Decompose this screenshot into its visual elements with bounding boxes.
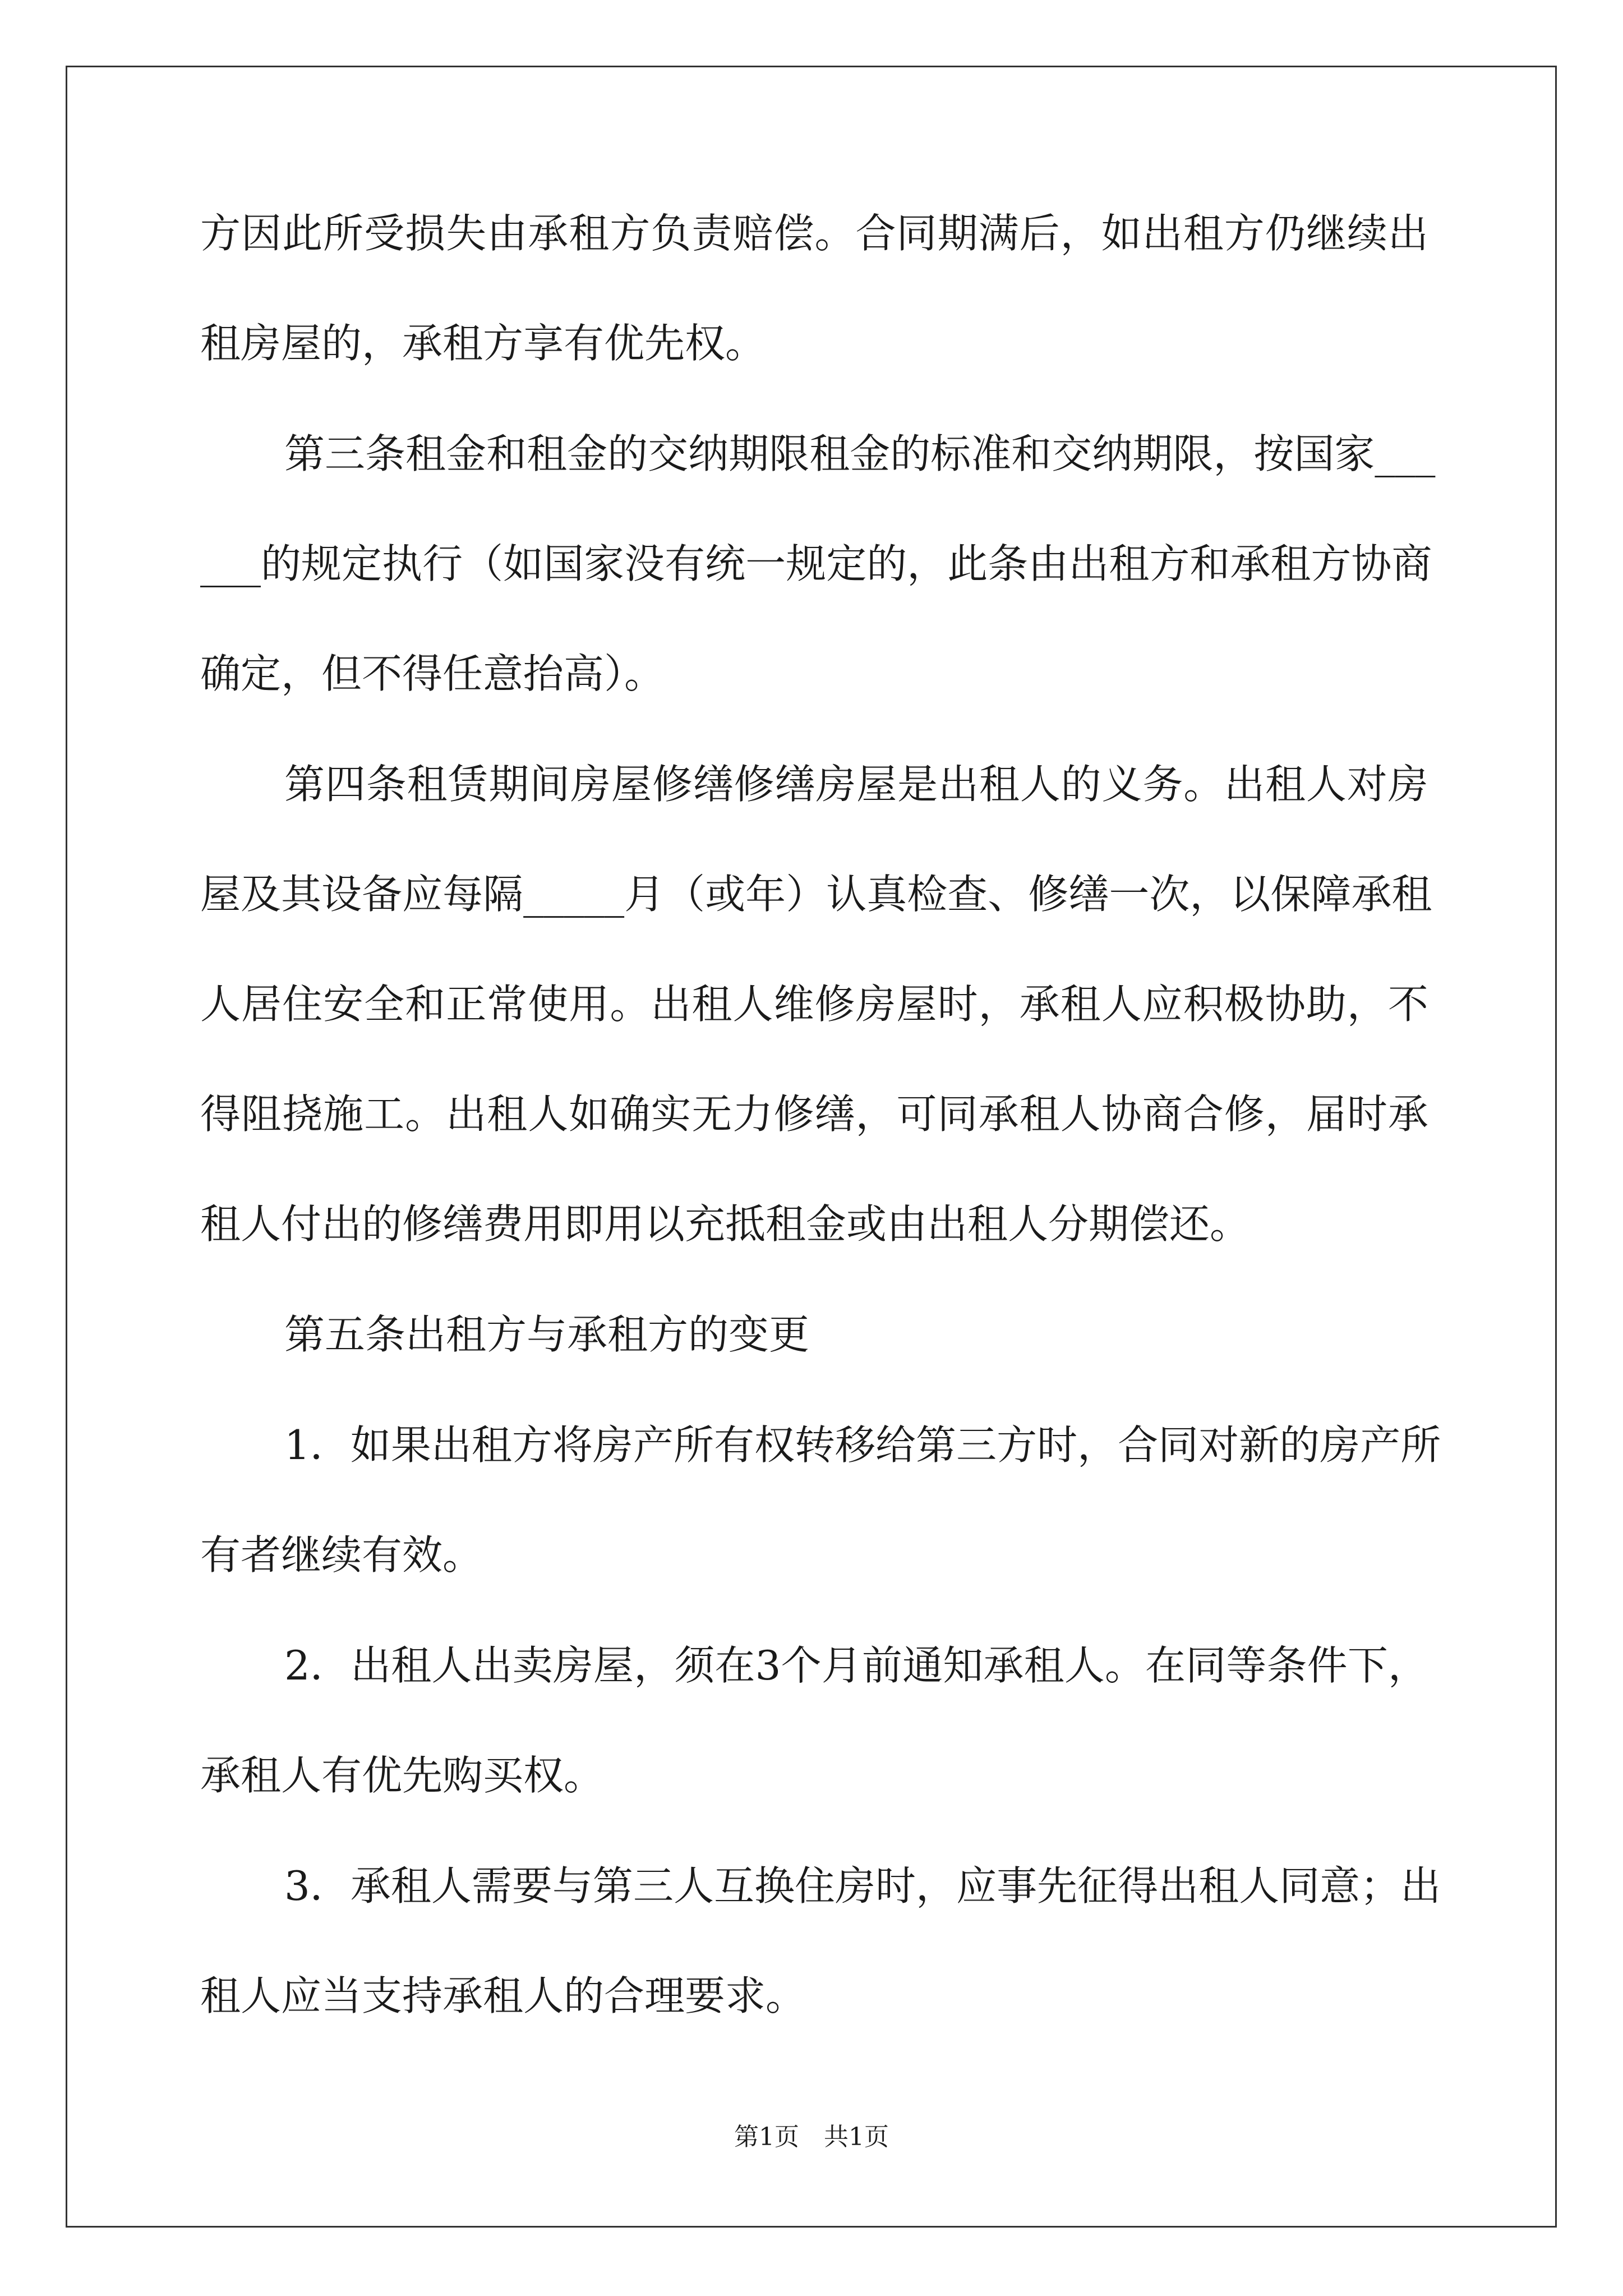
text-line: 1 ． 如 果 出 租 方 将 房 产 所 有 权 转 移 给 第 三 方 时 ， 合 同 对 新 的 房 产 所 [284, 1421, 1441, 1469]
text-line: 租房屋的，承租方享有优先权。 [200, 320, 766, 367]
text-line: 人 居 住 安 全 和 正 常 使 用 。 出 租 人 维 修 房 屋 时 ， 承 租 人 应 积 极 协 助 ， 不 [200, 981, 1428, 1028]
text-line: 第 四 条 租 赁 期 间 房 屋 修 缮 修 缮 房 屋 是 出 租 人 的 义 务 。 出 租 人 对 房 [284, 761, 1428, 808]
text-line: _ _ _ 的 规 定 执 行 （ 如 国 家 没 有 统 一 规 定 的 ， 此 条 由 出 租 方 和 承 租 方 协 商 [200, 540, 1432, 587]
text-line: 承租人有优先购买权。 [200, 1752, 605, 1799]
text-line: 3 ． 承 租 人 需 要 与 第 三 人 互 换 住 房 时 ， 应 事 先 征 得 出 租 人 同 意 ； 出 [284, 1862, 1441, 1910]
text-line: 方 因 此 所 受 损 失 由 承 租 方 负 责 赔 偿 。 合 同 期 满 后 ， 如 出 租 方 仍 继 续 出 [200, 210, 1428, 257]
text-line: 第五条出租方与承租方的变更 [284, 1311, 810, 1358]
text-line: 第 三 条 租 金 和 租 金 的 交 纳 期 限 租 金 的 标 准 和 交 纳 期 限 ， 按 国 家 _ _ _ [284, 430, 1436, 477]
text-line: 屋 及 其 设 备 应 每 隔 _ _ _ _ _ 月 （ 或 年 ） 认 真 检 查 、 修 缮 一 次 ， 以 保 障 承 租 [200, 871, 1432, 918]
text-line: 有者继续有效。 [200, 1531, 483, 1579]
page-footer: 第1页 共1页 [734, 2123, 889, 2151]
text-line: 租人应当支持承租人的合理要求。 [200, 1972, 806, 2019]
text-line: 租人付出的修缮费用即用以充抵租金或由出租人分期偿还。 [200, 1200, 1251, 1248]
text-line: 确定，但不得任意抬高）。 [200, 650, 665, 697]
document-body [200, 210, 1441, 2019]
text-line: 2 ． 出 租 人 出 卖 房 屋 ， 须 在 3 个 月 前 通 知 承 租 人 。 在 同 等 条 件 下 ， [284, 1642, 1428, 1689]
text-line: 得 阻 挠 施 工 。 出 租 人 如 确 实 无 力 修 缮 ， 可 同 承 租 人 协 商 合 修 ， 届 时 承 [200, 1091, 1428, 1138]
